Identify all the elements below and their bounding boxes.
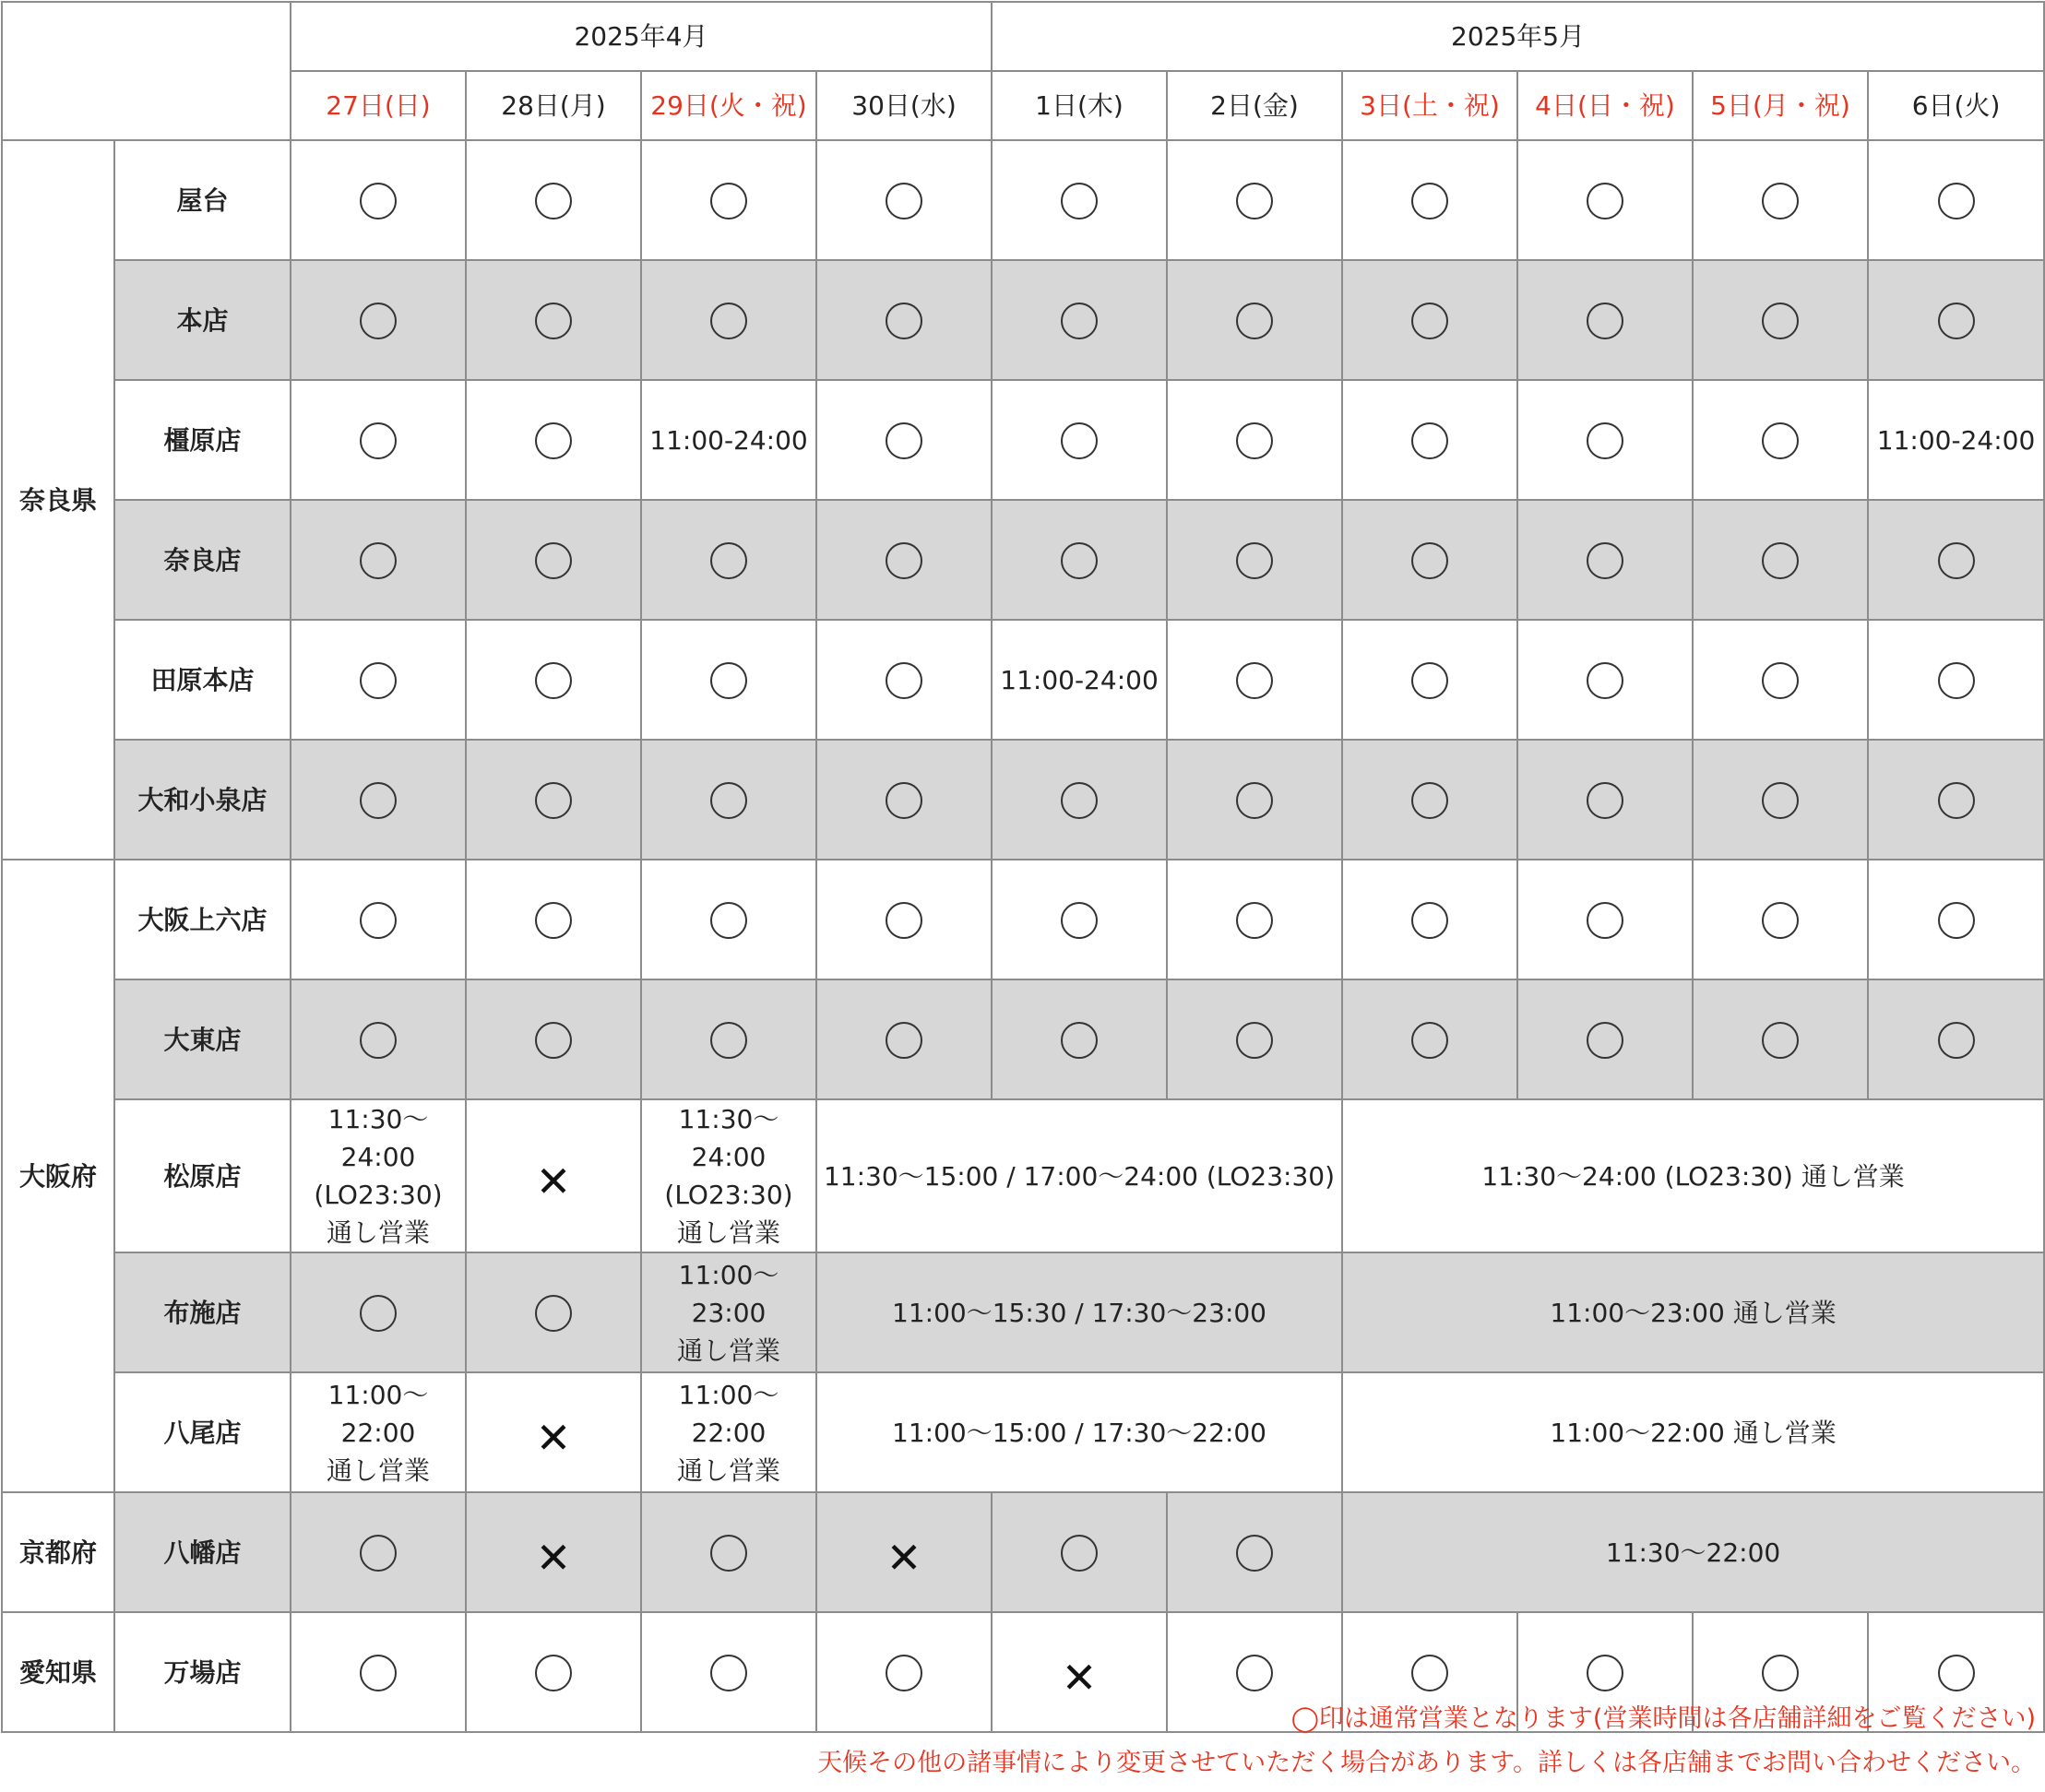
hours-line: 通し営業 [676,1335,780,1366]
open-circle-icon [1236,303,1273,339]
status-open-cell [992,380,1167,500]
status-open-cell [291,1612,466,1732]
status-open-cell [992,500,1167,620]
hours-line: 通し営業 [326,1217,430,1248]
open-circle-icon [1411,662,1448,699]
day-header: 29日(火・祝) [641,71,816,140]
status-open-cell [1693,979,1868,1099]
open-circle-icon [886,662,922,699]
open-circle-icon [1411,542,1448,579]
open-circle-icon [535,1655,572,1691]
store-name: 本店 [114,260,291,380]
month-may: 2025年5月 [992,2,2044,71]
open-circle-icon [1236,1535,1273,1572]
open-circle-icon [710,303,747,339]
hours-line: 11:30〜24:00 [678,1104,779,1172]
status-open-cell [641,260,816,380]
store-name: 屋台 [114,140,291,260]
hours-cell: 11:00〜15:30 / 17:30〜23:00 [816,1252,1342,1372]
open-circle-icon [360,1535,397,1572]
store-name: 松原店 [114,1099,291,1252]
status-open-cell [466,140,641,260]
open-circle-icon [1587,183,1623,220]
open-circle-icon [360,422,397,459]
status-open-cell [816,620,992,740]
status-open-cell [1517,979,1693,1099]
open-circle-icon [360,902,397,939]
status-open-cell [466,260,641,380]
status-open-cell [1517,260,1693,380]
prefecture-cell: 京都府 [2,1492,114,1612]
status-open-cell [1342,860,1517,979]
status-open-cell [816,140,992,260]
prefecture-cell: 奈良県 [2,140,114,860]
day-header: 1日(木) [992,71,1167,140]
open-circle-icon [710,1655,747,1691]
store-name: 大阪上六店 [114,860,291,979]
status-open-cell [1868,500,2044,620]
hours-cell: 11:30〜22:00 [1342,1492,2044,1612]
status-open-cell [816,260,992,380]
open-circle-icon [1236,902,1273,939]
open-circle-icon [1938,303,1975,339]
open-circle-icon [1938,1655,1975,1691]
open-circle-icon [1587,782,1623,819]
open-circle-icon [360,303,397,339]
note-change-disclaimer: 天候その他の諸事情により変更させていただく場合があります。詳しくは各店舗までお問い合わせください。 [817,1749,2036,1777]
day-header: 5日(月・祝) [1693,71,1868,140]
status-open-cell [291,140,466,260]
open-circle-icon [360,1295,397,1332]
open-circle-icon [1762,662,1799,699]
footnotes [817,1697,2036,1786]
status-open-cell [641,1612,816,1732]
status-open-cell [291,860,466,979]
status-open-cell [1342,740,1517,860]
status-open-cell [1167,140,1342,260]
status-open-cell [466,1612,641,1732]
open-circle-icon [535,183,572,220]
open-circle-icon [535,303,572,339]
status-open-cell [291,1492,466,1612]
open-circle-icon [1762,1022,1799,1059]
status-open-cell [641,979,816,1099]
open-circle-icon [1236,1655,1273,1691]
hours-line: (LO23:30) [314,1180,443,1210]
status-open-cell [1517,140,1693,260]
status-open-cell [992,1492,1167,1612]
open-circle-icon [710,662,747,699]
status-open-cell [1342,260,1517,380]
status-open-cell [992,740,1167,860]
hours-line: 通し営業 [326,1454,430,1486]
open-circle-icon [710,1022,747,1059]
status-open-cell [1342,979,1517,1099]
open-circle-icon [886,303,922,339]
open-circle-icon [1938,902,1975,939]
open-circle-icon [535,1022,572,1059]
status-open-cell [1693,140,1868,260]
open-circle-icon [1938,542,1975,579]
open-circle-icon [1236,662,1273,699]
open-circle-icon [886,782,922,819]
store-row [2,979,2044,1099]
day-header: 2日(金) [1167,71,1342,140]
status-open-cell [1517,620,1693,740]
status-open-cell [1693,860,1868,979]
store-row [2,380,2044,500]
open-circle-icon [1061,422,1098,459]
open-circle-icon [360,183,397,220]
status-open-cell [466,979,641,1099]
status-open-cell [1342,140,1517,260]
open-circle-icon [535,662,572,699]
open-circle-icon [360,542,397,579]
status-open-cell [1693,380,1868,500]
store-row [2,1492,2044,1612]
status-open-cell [466,740,641,860]
status-open-cell [816,740,992,860]
status-open-cell [466,620,641,740]
open-circle-icon [1236,422,1273,459]
hours-cell [641,1099,816,1252]
status-open-cell [291,500,466,620]
open-circle-icon [1587,902,1623,939]
status-open-cell [291,380,466,500]
status-open-cell [1167,500,1342,620]
status-closed-cell [816,1492,992,1612]
status-open-cell [291,979,466,1099]
status-open-cell [1167,380,1342,500]
status-open-cell [291,1252,466,1372]
open-circle-icon [1587,1022,1623,1059]
status-open-cell [816,500,992,620]
open-circle-icon [1061,303,1098,339]
closed-cross-icon: ✕ [1061,1653,1098,1703]
open-circle-icon [535,542,572,579]
status-closed-cell [466,1372,641,1492]
open-circle-icon [1411,1022,1448,1059]
open-circle-icon [1061,1535,1098,1572]
status-open-cell [466,1252,641,1372]
open-circle-icon [1762,902,1799,939]
open-circle-icon [1587,422,1623,459]
status-open-cell [641,860,816,979]
status-open-cell [1167,260,1342,380]
status-open-cell [1167,979,1342,1099]
closed-cross-icon: ✕ [886,1533,922,1583]
hours-line: 11:00〜23:00 [678,1259,779,1328]
open-circle-icon [1411,303,1448,339]
status-open-cell [1868,140,2044,260]
status-open-cell [1517,860,1693,979]
open-circle-icon [1587,1655,1623,1691]
store-row [2,1252,2044,1372]
status-open-cell [1342,380,1517,500]
open-circle-icon [360,782,397,819]
status-open-cell [1167,860,1342,979]
open-circle-icon [1762,303,1799,339]
store-name: 八幡店 [114,1492,291,1612]
hours-line: 11:00〜22:00 [327,1379,429,1448]
day-header: 28日(月) [466,71,641,140]
hours-line: 11:30〜24:00 [327,1104,429,1172]
store-name: 万場店 [114,1612,291,1732]
status-closed-cell [466,1099,641,1252]
status-open-cell [1693,500,1868,620]
day-header: 27日(日) [291,71,466,140]
closed-cross-icon: ✕ [535,1157,572,1206]
open-circle-icon [1061,902,1098,939]
open-circle-icon [886,183,922,220]
open-circle-icon [360,1022,397,1059]
hours-cell: 11:00-24:00 [992,620,1167,740]
open-circle-icon [1762,183,1799,220]
open-circle-icon [1061,1022,1098,1059]
open-circle-icon [1938,782,1975,819]
open-circle-icon [1938,662,1975,699]
status-open-cell [1868,620,2044,740]
hours-cell: 11:00-24:00 [1868,380,2044,500]
store-row [2,860,2044,979]
open-circle-icon [1762,542,1799,579]
status-open-cell [1868,860,2044,979]
open-circle-icon [710,183,747,220]
status-open-cell [291,260,466,380]
open-circle-icon [710,902,747,939]
store-row [2,1372,2044,1492]
note-open-symbol: ◯印は通常営業となります(営業時間は各店舗詳細をご覧ください) [1290,1704,2036,1733]
status-open-cell [466,860,641,979]
status-closed-cell [466,1492,641,1612]
store-name: 八尾店 [114,1372,291,1492]
status-open-cell [1868,260,2044,380]
open-circle-icon [1411,1655,1448,1691]
open-circle-icon [886,1655,922,1691]
status-open-cell [992,860,1167,979]
store-row [2,500,2044,620]
closed-cross-icon: ✕ [535,1413,572,1463]
open-circle-icon [1762,782,1799,819]
store-row [2,740,2044,860]
open-circle-icon [886,422,922,459]
status-open-cell [816,860,992,979]
store-name: 布施店 [114,1252,291,1372]
store-row [2,140,2044,260]
status-open-cell [1868,979,2044,1099]
open-circle-icon [1061,183,1098,220]
status-open-cell [1868,740,2044,860]
hours-cell [291,1099,466,1252]
open-circle-icon [1411,422,1448,459]
status-open-cell [466,500,641,620]
open-circle-icon [1061,542,1098,579]
hours-cell: 11:00〜15:00 / 17:30〜22:00 [816,1372,1342,1492]
open-circle-icon [1411,902,1448,939]
open-circle-icon [360,662,397,699]
status-open-cell [816,380,992,500]
hours-line: 通し営業 [676,1454,780,1486]
open-circle-icon [886,902,922,939]
month-april: 2025年4月 [291,2,992,71]
day-header: 6日(火) [1868,71,2044,140]
status-open-cell [1517,380,1693,500]
status-open-cell [1693,620,1868,740]
store-name: 橿原店 [114,380,291,500]
status-open-cell [992,260,1167,380]
open-circle-icon [886,542,922,579]
status-open-cell [466,380,641,500]
open-circle-icon [1411,183,1448,220]
hours-cell [641,1252,816,1372]
business-schedule-table [1,1,2045,1733]
open-circle-icon [1061,782,1098,819]
status-open-cell [641,740,816,860]
status-open-cell [291,620,466,740]
open-circle-icon [1938,1022,1975,1059]
hours-cell: 11:00〜23:00 通し営業 [1342,1252,2044,1372]
store-row [2,620,2044,740]
open-circle-icon [1236,183,1273,220]
open-circle-icon [535,422,572,459]
hours-cell: 11:30〜24:00 (LO23:30) 通し営業 [1342,1099,2044,1252]
status-open-cell [1517,740,1693,860]
status-open-cell [1517,500,1693,620]
status-open-cell [641,1492,816,1612]
open-circle-icon [1411,782,1448,819]
open-circle-icon [535,902,572,939]
status-open-cell [641,620,816,740]
open-circle-icon [360,1655,397,1691]
open-circle-icon [1587,542,1623,579]
open-circle-icon [710,1535,747,1572]
status-open-cell [1167,1492,1342,1612]
store-name: 大和小泉店 [114,740,291,860]
open-circle-icon [1762,1655,1799,1691]
header-corner [2,2,291,140]
status-open-cell [1693,740,1868,860]
prefecture-cell: 大阪府 [2,860,114,1492]
open-circle-icon [1236,782,1273,819]
open-circle-icon [1587,303,1623,339]
open-circle-icon [1762,422,1799,459]
open-circle-icon [1938,183,1975,220]
hours-line: 11:00〜22:00 [678,1379,779,1448]
status-open-cell [1167,620,1342,740]
open-circle-icon [710,782,747,819]
open-circle-icon [535,1295,572,1332]
status-open-cell [1342,500,1517,620]
store-name: 奈良店 [114,500,291,620]
open-circle-icon [535,782,572,819]
hours-line: 通し営業 [676,1217,780,1248]
store-row [2,260,2044,380]
closed-cross-icon: ✕ [535,1533,572,1583]
day-header: 4日(日・祝) [1517,71,1693,140]
status-open-cell [1342,620,1517,740]
status-open-cell [1167,740,1342,860]
hours-cell: 11:00〜22:00 通し営業 [1342,1372,2044,1492]
open-circle-icon [710,542,747,579]
status-open-cell [992,140,1167,260]
open-circle-icon [1236,1022,1273,1059]
hours-cell: 11:00-24:00 [641,380,816,500]
open-circle-icon [886,1022,922,1059]
status-open-cell [992,979,1167,1099]
status-open-cell [641,500,816,620]
status-open-cell [1693,260,1868,380]
hours-cell [291,1372,466,1492]
open-circle-icon [1236,542,1273,579]
day-header: 3日(土・祝) [1342,71,1517,140]
open-circle-icon [1587,662,1623,699]
hours-cell: 11:30〜15:00 / 17:00〜24:00 (LO23:30) [816,1099,1342,1252]
status-open-cell [291,740,466,860]
store-row [2,1099,2044,1252]
hours-line: (LO23:30) [664,1180,793,1210]
day-header: 30日(水) [816,71,992,140]
store-name: 大東店 [114,979,291,1099]
status-open-cell [641,140,816,260]
prefecture-cell: 愛知県 [2,1612,114,1732]
store-name: 田原本店 [114,620,291,740]
hours-cell [641,1372,816,1492]
status-open-cell [816,979,992,1099]
